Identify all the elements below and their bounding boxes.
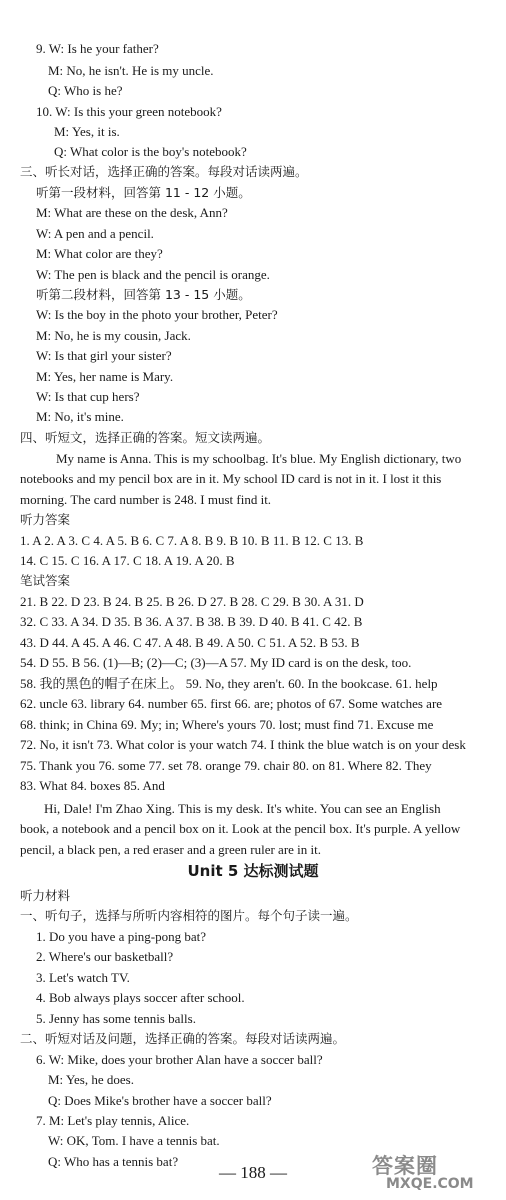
text-line: Q: Who is he? bbox=[48, 83, 123, 98]
text-line: 笔试答案 bbox=[20, 573, 71, 588]
text-line: W: A pen and a pencil. bbox=[36, 226, 154, 241]
text-line: W: Is the boy in the photo your brother, Peter? bbox=[36, 307, 278, 322]
page-number: — 188 — bbox=[219, 1163, 287, 1182]
text-line: 二、听短对话及问题，选择正确的答案。每段对话读两遍。 bbox=[20, 1031, 346, 1046]
text-line: 4. Bob always plays soccer after school. bbox=[36, 990, 245, 1005]
text-line: notebooks and my pencil box are in it. My school ID card is not in it. I lost it this bbox=[20, 471, 442, 486]
text-line: W: The pen is black and the pencil is orange. bbox=[36, 267, 270, 282]
text-line: 5. Jenny has some tennis balls. bbox=[36, 1011, 196, 1026]
text-line: 43. D 44. A 45. A 46. C 47. A 48. B 49. A 50. C 51. A 52. B 53. B bbox=[20, 635, 360, 650]
text-line: M: No, he is my cousin, Jack. bbox=[36, 328, 191, 343]
text-line: 14. C 15. C 16. A 17. C 18. A 19. A 20. B bbox=[20, 553, 235, 568]
text-line: 75. Thank you 76. some 77. set 78. orange 79. chair 80. on 81. Where 82. They bbox=[20, 758, 432, 773]
text-line: 三、听长对话，选择正确的答案。每段对话读两遍。 bbox=[20, 164, 308, 179]
text-line: 32. C 33. A 34. D 35. B 36. A 37. B 38. B 39. D 40. B 41. C 42. B bbox=[20, 614, 363, 629]
text-line: 听力答案 bbox=[20, 512, 71, 527]
text-line: M: What are these on the desk, Ann? bbox=[36, 205, 228, 220]
watermark-text: MXQE.COM bbox=[386, 1176, 474, 1192]
text-line: 7. M: Let's play tennis, Alice. bbox=[36, 1113, 190, 1128]
text-line: 10. W: Is this your green notebook? bbox=[36, 104, 222, 119]
text-line: 21. B 22. D 23. B 24. B 25. B 26. D 27. B 28. C 29. B 30. A 31. D bbox=[20, 594, 364, 609]
text-line: M: Yes, it is. bbox=[54, 124, 120, 139]
text-line: W: OK, Tom. I have a tennis bat. bbox=[48, 1133, 220, 1148]
watermark-logo: 答案圈 bbox=[372, 1154, 438, 1178]
text-line: M: No, it's mine. bbox=[36, 409, 124, 424]
text-line: morning. The card number is 248. I must find it. bbox=[20, 492, 272, 507]
text-line: 62. uncle 63. library 64. number 65. first 66. are; photos of 67. Some watches are bbox=[20, 696, 443, 711]
text-line: pencil, a black pen, a red eraser and a green ruler are in it. bbox=[20, 842, 322, 857]
text-line: M: Yes, her name is Mary. bbox=[36, 369, 174, 384]
text-line: book, a notebook and a pencil box on it. Look at the pencil box. It's purple. A yellow bbox=[20, 821, 461, 836]
text-line: Hi, Dale! I'm Zhao Xing. This is my desk. It's white. You can see an English bbox=[44, 801, 441, 816]
text-line: 9. W: Is he your father? bbox=[36, 41, 159, 56]
text-line: M: Yes, he does. bbox=[48, 1072, 134, 1087]
text-line: 听第二段材料，回答第 13 - 15 小题。 bbox=[36, 287, 251, 302]
text-line: 听力材料 bbox=[20, 888, 71, 903]
text-line: 54. D 55. B 56. (1)—B; (2)—C; (3)—A 57. My ID card is on the desk, too. bbox=[20, 655, 412, 670]
text-line: M: No, he isn't. He is my uncle. bbox=[48, 63, 214, 78]
unit-title: Unit 5 达标测试题 bbox=[187, 862, 319, 880]
text-line: 听第一段材料，回答第 11 - 12 小题。 bbox=[36, 185, 251, 200]
text-line: 3. Let's watch TV. bbox=[36, 970, 130, 985]
text-line: W: Is that cup hers? bbox=[36, 389, 140, 404]
text-line: 一、听句子，选择与所听内容相符的图片。每个句子读一遍。 bbox=[20, 908, 358, 923]
text-line: 1. A 2. A 3. C 4. A 5. B 6. C 7. A 8. B 9. B 10. B 11. B 12. C 13. B bbox=[20, 533, 364, 548]
text-line: Q: Does Mike's brother have a soccer ball? bbox=[48, 1093, 272, 1108]
text-line: 68. think; in China 69. My; in; Where's yours 70. lost; must find 71. Excuse me bbox=[20, 717, 434, 732]
text-line: 2. Where's our basketball? bbox=[36, 949, 174, 964]
text-line: W: Is that girl your sister? bbox=[36, 348, 172, 363]
text-line: My name is Anna. This is my schoolbag. It's blue. My English dictionary, two bbox=[56, 451, 462, 466]
text-line: 72. No, it isn't 73. What color is your watch 74. I think the blue watch is on your desk bbox=[20, 737, 466, 752]
text-line: M: What color are they? bbox=[36, 246, 163, 261]
text-line: 1. Do you have a ping-pong bat? bbox=[36, 929, 207, 944]
text-line: 四、听短文，选择正确的答案。短文读两遍。 bbox=[20, 430, 271, 445]
text-line: Q: What color is the boy's notebook? bbox=[54, 144, 247, 159]
text-line: 6. W: Mike, does your brother Alan have a soccer ball? bbox=[36, 1052, 323, 1067]
text-line: Q: Who has a tennis bat? bbox=[48, 1154, 179, 1169]
text-line: 58. 我的黑色的帽子在床上。 59. No, they aren't. 60. In the bookcase. 61. help bbox=[20, 676, 438, 691]
text-line: 83. What 84. boxes 85. And bbox=[20, 778, 165, 793]
